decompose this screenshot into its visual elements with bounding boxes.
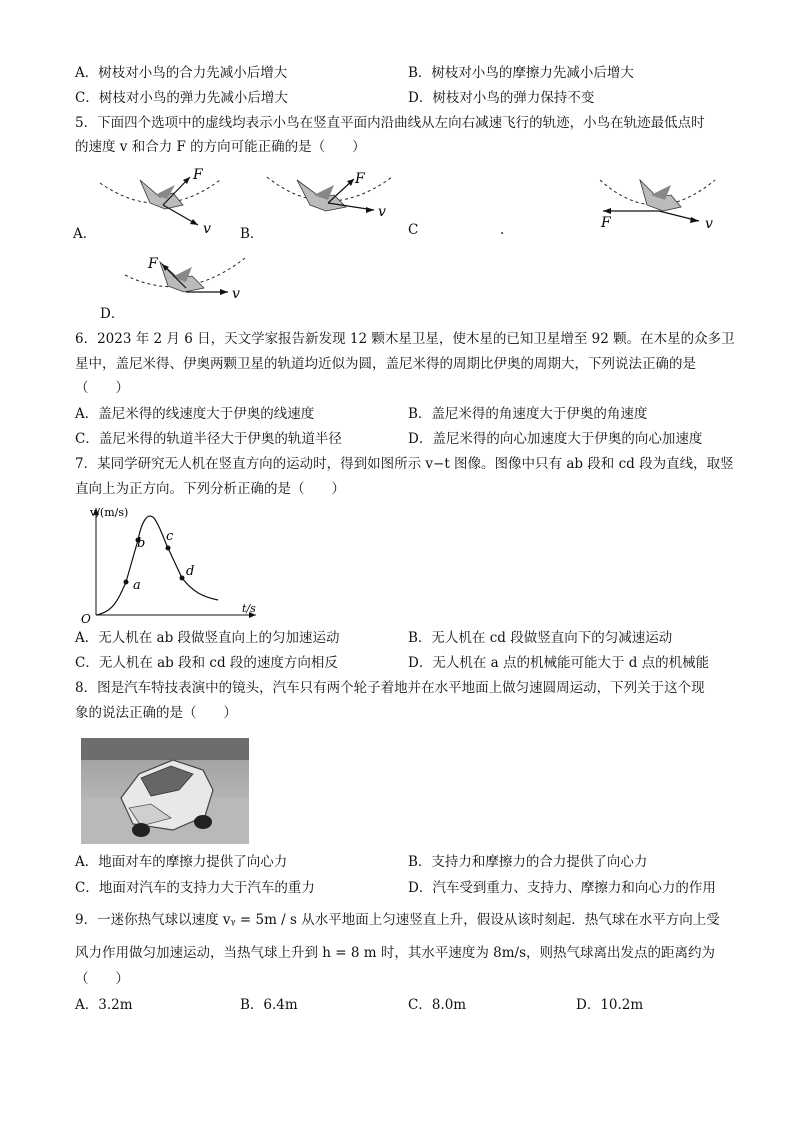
q7-origin: O (81, 612, 91, 625)
bird-icon (140, 180, 183, 209)
q5a-f-label: F (193, 167, 203, 183)
q8-option-b: B．支持力和摩擦力的合力提供了向心力 (408, 854, 648, 870)
q7-option-a: A．无人机在 ab 段做竖直向上的匀加速运动 (75, 630, 340, 646)
q6-option-d: D．盖尼米得的向心加速度大于伊奥的向心加速度 (408, 431, 703, 447)
q9-stem-line2: 风力作用做匀加速运动，当热气球上升到 h = 8 m 时，其水平速度为 8m/s，则热气球离出发点的距离约为 (75, 945, 716, 961)
q7-option-b: B．无人机在 cd 段做竖直向下的匀减速运动 (408, 630, 673, 646)
q7-vt-graph (78, 500, 268, 625)
q5c-v-label: v (705, 216, 713, 232)
q8-stem-line1: 8．图是汽车特技表演中的镜头，汽车只有两个轮子着地并在水平地面上做匀速圆周运动，下列关于这个现 (75, 680, 705, 696)
q6-option-a: A．盖尼米得的线速度大于伊奥的线速度 (75, 406, 315, 422)
q7-option-d: D．无人机在 a 点的机械能可能大于 d 点的机械能 (408, 655, 710, 671)
q5-stem-line1: 5．下面四个选项中的虚线均表示小鸟在竖直平面内沿曲线从左向右减速飞行的轨迹，小鸟在轨迹最低点时 (75, 115, 705, 131)
q5-figure-d (120, 250, 250, 310)
q8-stem-line2: 象的说法正确的是（ ） (75, 705, 237, 721)
q7-xlabel: t/s (242, 602, 256, 615)
q4-option-d: D．树枝对小鸟的弹力保持不变 (408, 90, 595, 106)
point-a-dot (124, 580, 129, 585)
q8-option-a: A．地面对车的摩擦力提供了向心力 (75, 854, 288, 870)
point-c-label: c (166, 529, 174, 544)
q6-stem-line2: 星中，盖尼米得、伊奥两颗卫星的轨道均近似为圆，盖尼米得的周期比伊奥的周期大，下列说法正确的是 (75, 356, 696, 372)
q9-option-c: C．8.0m (408, 997, 467, 1013)
vt-curve (96, 516, 218, 615)
q7-ylabel: v/(m/s) (90, 506, 129, 519)
q5b-v-label: v (378, 204, 386, 220)
q5-label-d: D． (100, 306, 125, 322)
q8-option-d: D．汽车受到重力、支持力、摩擦力和向心力的作用 (408, 880, 716, 896)
q9-stem-line3: （ ） (75, 971, 129, 987)
q5-figure-a (95, 165, 225, 240)
q9-option-d: D．10.2m (576, 997, 644, 1013)
q9-option-a: A．3.2m (75, 997, 133, 1013)
q8-car-stunt-photo (81, 738, 249, 844)
q4-option-c: C．树枝对小鸟的弹力先减小后增大 (75, 90, 288, 106)
q9-option-b: B．6.4m (240, 997, 298, 1013)
q5-label-c: C (408, 222, 419, 238)
q6-option-b: B．盖尼米得的角速度大于伊奥的角速度 (408, 406, 648, 422)
q5-label-b: B． (240, 226, 264, 242)
q9-stem-line1: 9．一迷你热气球以速度 vᵧ = 5m / s 从水平地面上匀速竖直上升，假设从该时刻起．热气球在水平方向上受 (75, 912, 720, 928)
q8-option-c: C．地面对汽车的支持力大于汽车的重力 (75, 880, 315, 896)
point-b-label: b (137, 536, 146, 551)
bird-icon (297, 180, 346, 211)
q6-stem-line1: 6．2023 年 2 月 6 日，天文学家报告新发现 12 颗木星卫星，使木星的已知卫星增至 92 颗。在木星的众多卫 (75, 331, 735, 347)
q7-stem-line2: 直向上为正方向。下列分析正确的是（ ） (75, 481, 345, 497)
point-d-label: d (186, 564, 195, 579)
q4-option-b: B．树枝对小鸟的摩擦力先减小后增大 (408, 65, 634, 81)
q5b-f-label: F (355, 171, 365, 187)
point-d-dot (180, 576, 185, 581)
q7-stem-line1: 7．某同学研究无人机在竖直方向的运动时，得到如图所示 v−t 图像。图像中只有 ab 段和 cd 段为直线，取竖 (75, 456, 734, 472)
bird-icon (640, 180, 681, 211)
q4-option-a: A．树枝对小鸟的合力先减小后增大 (75, 65, 288, 81)
q5-label-a: A． (73, 226, 97, 242)
q5d-f-label: F (148, 256, 158, 272)
q5-label-c-dot: . (500, 222, 505, 238)
point-a-label: a (133, 578, 141, 593)
q5d-v-label: v (232, 286, 240, 302)
q5-figure-b (262, 165, 397, 225)
q6-stem-line3: （ ） (75, 380, 129, 396)
q5c-f-label: F (601, 215, 611, 231)
q5-figure-c (595, 165, 720, 240)
q6-option-c: C．盖尼米得的轨道半径大于伊奥的轨道半径 (75, 431, 342, 447)
q5-stem-line2: 的速度 v 和合力 F 的方向可能正确的是（ ） (75, 139, 366, 155)
q5a-v-label: v (203, 221, 211, 237)
q7-option-c: C．无人机在 ab 段和 cd 段的速度方向相反 (75, 655, 338, 671)
point-c-dot (166, 546, 171, 551)
